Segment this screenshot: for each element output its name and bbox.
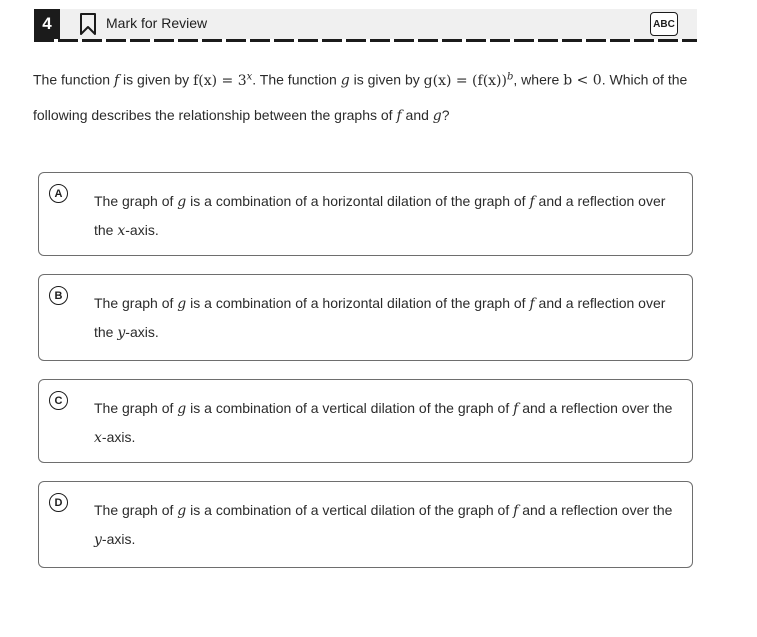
choice-letter-badge: A	[49, 184, 68, 203]
choice-text: The graph of g is a combination of a vertical dilation of the graph of f and a reflection over the x-axis.	[94, 400, 673, 446]
g-definition: $g(x) = (f(x))^b$	[423, 71, 514, 89]
choice-text: The graph of g is a combination of a horizontal dilation of the graph of f and a reflection over the x-axis.	[94, 193, 666, 239]
mark-for-review-label[interactable]: Mark for Review	[106, 15, 208, 31]
header-divider	[34, 39, 697, 42]
choice-b[interactable]	[38, 274, 693, 361]
abc-eliminator-button[interactable]	[650, 12, 678, 36]
f-definition: $f(x) = 3^x$	[193, 71, 253, 89]
choice-a[interactable]	[38, 172, 693, 256]
question-number: 4	[34, 9, 60, 39]
question-header	[34, 9, 697, 39]
b-condition: b < 0	[563, 72, 602, 89]
choice-letter-badge: C	[49, 391, 68, 410]
choice-d[interactable]	[38, 481, 693, 568]
choice-c[interactable]	[38, 379, 693, 463]
bookmark-icon[interactable]	[79, 12, 97, 36]
choice-letter-badge: D	[49, 493, 68, 512]
abc-label: ABC	[653, 18, 675, 30]
choice-text: The graph of g is a combination of a horizontal dilation of the graph of f and a reflection over the y-axis.	[94, 295, 666, 341]
choice-letter-badge: B	[49, 286, 68, 305]
choice-text: The graph of g is a combination of a vertical dilation of the graph of f and a reflection over the y-axis.	[94, 502, 673, 548]
question-stem: The function f is given by $f(x) = 3^x$. The function g is given by $g(x) = (f(x))^b$, where b < 0. Which of the following describes the relationship between the graphs of f and g?	[33, 71, 688, 124]
